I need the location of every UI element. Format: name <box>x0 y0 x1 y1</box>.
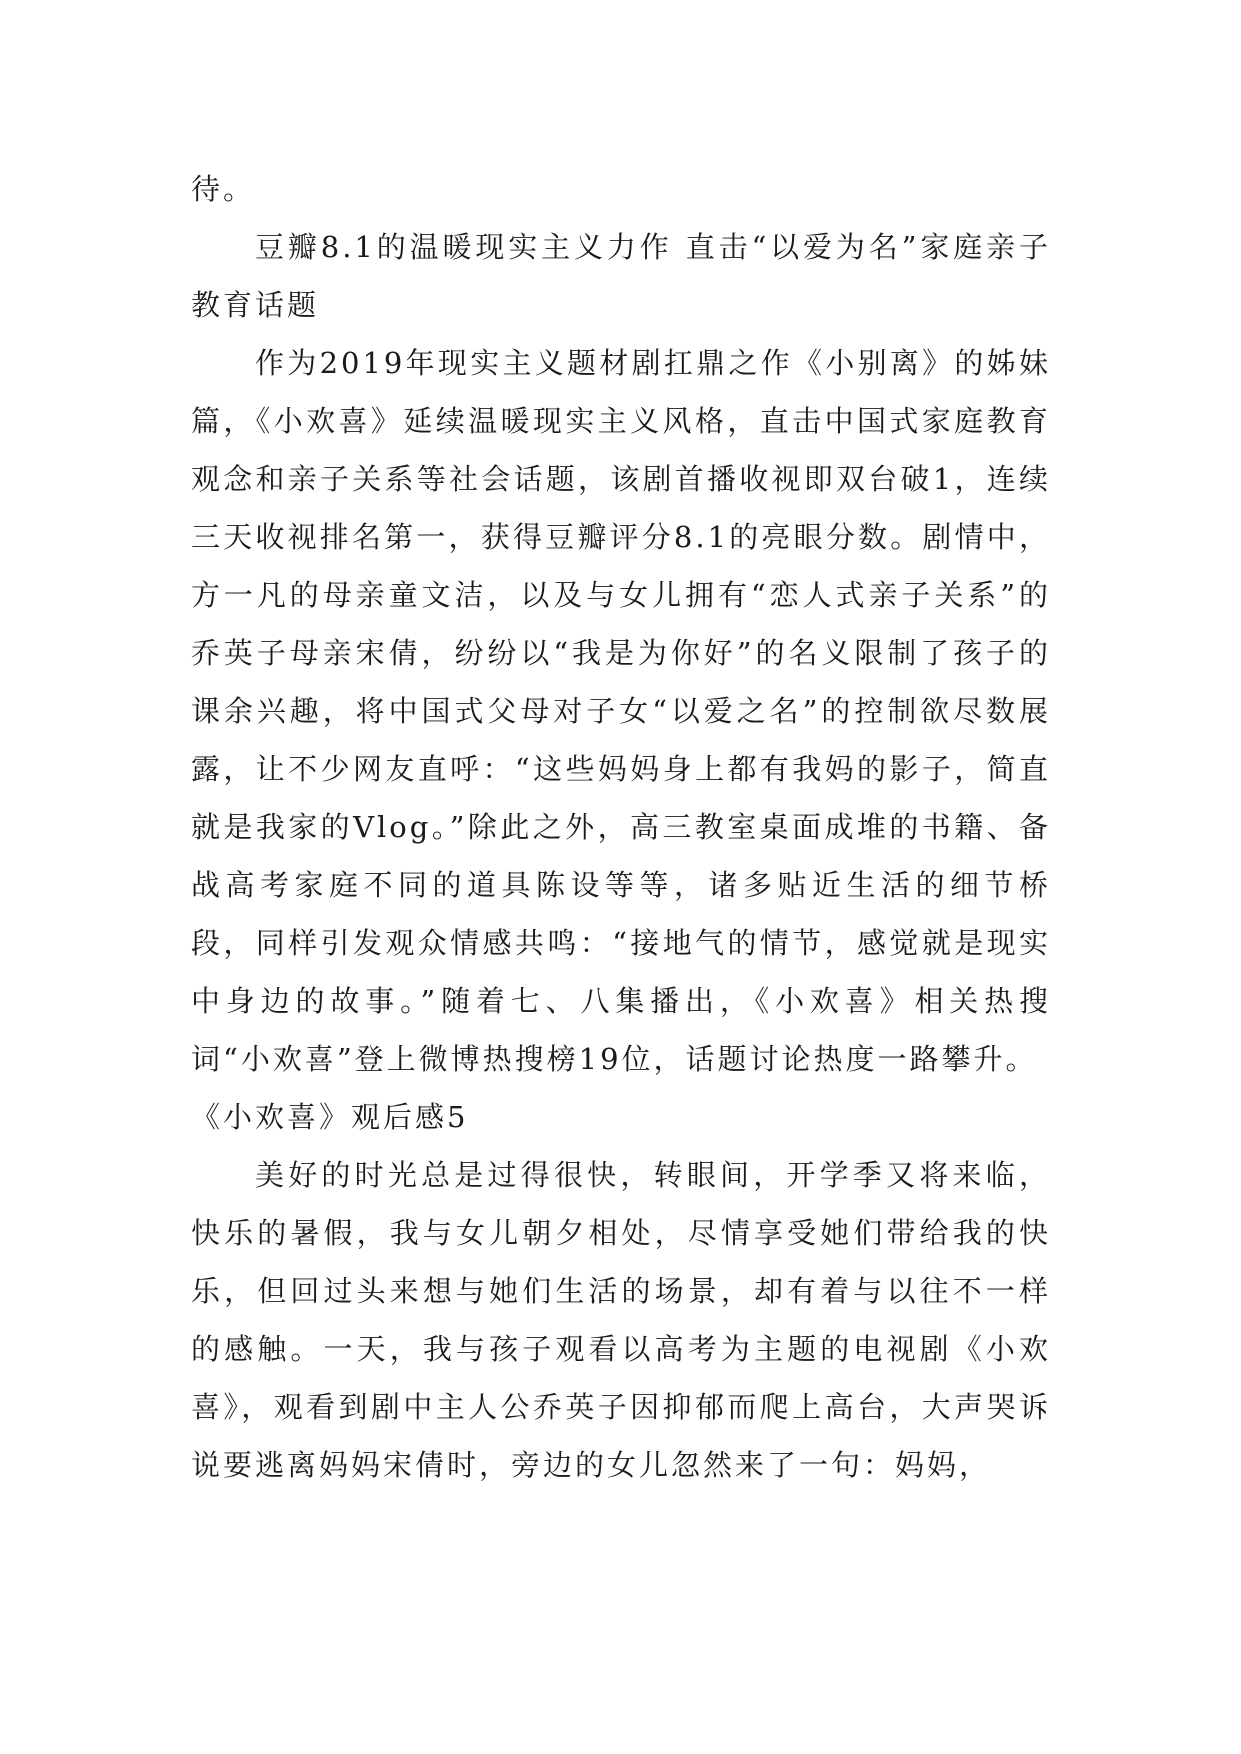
section-heading: 《小欢喜》观后感5 <box>191 1100 469 1134</box>
paragraph-body: 美好的时光总是过得很快，转眼间，开学季又将来临，快乐的暑假，我与女儿朝夕相处，尽情享受她们带给我的快乐，但回过头来想与她们生活的场景，却有着与以往不一样的感触。一天，我与孩子观看以高考为主题的电视剧《小欢喜》，观看到剧中主人公乔英子因抑郁而爬上高台，大声哭诉说要逃离妈妈宋倩时，旁边的女儿忽然来了一句：妈妈， <box>191 1158 1051 1482</box>
paragraph-body: 作为2019年现实主义题材剧扛鼎之作《小别离》的姊妹篇，《小欢喜》延续温暖现实主义风格，直击中国式家庭教育观念和亲子关系等社会话题，该剧首播收视即双台破1，连续三天收视排名第一，获得豆瓣评分8.1的亮眼分数。剧情中，方一凡的母亲童文洁，以及与女儿拥有“恋人式亲子关系”的乔英子母亲宋倩，纷纷以“我是为你好”的名义限制了孩子的课余兴趣，将中国式父母对子女“以爱之名”的控制欲尽数展露，让不少网友直呼：“这些妈妈身上都有我妈的影子，简直就是我家的Vlog。”除此之外，高三教室桌面成堆的书籍、备战高考家庭不同的道具陈设等等，诸多贴近生活的细节桥段，同样引发观众情感共鸣：“接地气的情节，感觉就是现实中身边的故事。”随着七、八集播出，《小欢喜》相关热搜词“小欢喜”登上微博热搜榜19位，话题讨论热度一路攀升。 <box>191 346 1051 1076</box>
section-subtitle: 豆瓣8.1的温暖现实主义力作 直击“以爱为名”家庭亲子教育话题 <box>191 230 1051 322</box>
paragraph-continuation: 待。 <box>191 172 256 206</box>
document-body <box>191 160 1051 1494</box>
